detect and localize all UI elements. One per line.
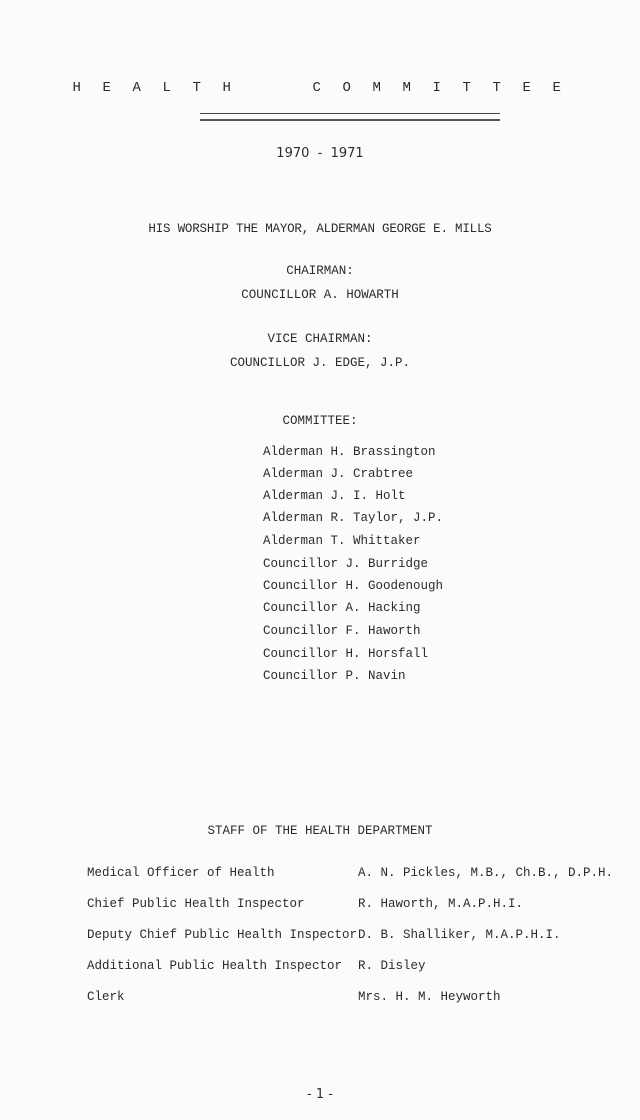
term-years: 1970 - 1971 [276, 146, 364, 161]
staff-name: R. Haworth, M.A.P.H.I. [358, 897, 524, 911]
chairman-label: CHAIRMAN: [286, 264, 354, 278]
staff-title: Chief Public Health Inspector [87, 897, 305, 911]
staff-title: Deputy Chief Public Health Inspector [87, 928, 358, 942]
staff-name: D. B. Shalliker, M.A.P.H.I. [358, 928, 561, 942]
committee-member: Alderman T. Whittaker [263, 534, 421, 548]
vice-chairman-label: VICE CHAIRMAN: [267, 332, 373, 346]
staff-name: Mrs. H. M. Heyworth [358, 990, 501, 1004]
committee-label: COMMITTEE: [282, 414, 358, 428]
committee-member: Councillor H. Horsfall [263, 647, 429, 661]
staff-title: Medical Officer of Health [87, 866, 275, 880]
page-number: - 1 - [307, 1087, 333, 1102]
committee-member: Alderman J. I. Holt [263, 489, 406, 503]
staff-name: R. Disley [358, 959, 426, 973]
staff-title: Additional Public Health Inspector [87, 959, 343, 973]
committee-member: Councillor F. Haworth [263, 624, 421, 638]
committee-member: Alderman H. Brassington [263, 445, 436, 459]
committee-member: Councillor J. Burridge [263, 557, 429, 571]
page-title: H E A L T H C O M M I T T E E [72, 80, 568, 96]
committee-member: Alderman J. Crabtree [263, 467, 414, 481]
committee-member: Alderman R. Taylor, J.P. [263, 511, 444, 525]
staff-title: Clerk [87, 990, 125, 1004]
committee-member: Councillor P. Navin [263, 669, 406, 683]
committee-member: Councillor H. Goodenough [263, 579, 444, 593]
mayor-line: HIS WORSHIP THE MAYOR, ALDERMAN GEORGE E. MILLS [148, 222, 492, 236]
committee-member: Councillor A. Hacking [263, 601, 421, 615]
staff-heading: STAFF OF THE HEALTH DEPARTMENT [207, 824, 433, 838]
vice-chairman-name: COUNCILLOR J. EDGE, J.P. [229, 356, 411, 370]
staff-name: A. N. Pickles, M.B., Ch.B., D.P.H. [358, 866, 614, 880]
chairman-name: COUNCILLOR A. HOWARTH [241, 288, 399, 302]
title-underline [200, 113, 500, 121]
